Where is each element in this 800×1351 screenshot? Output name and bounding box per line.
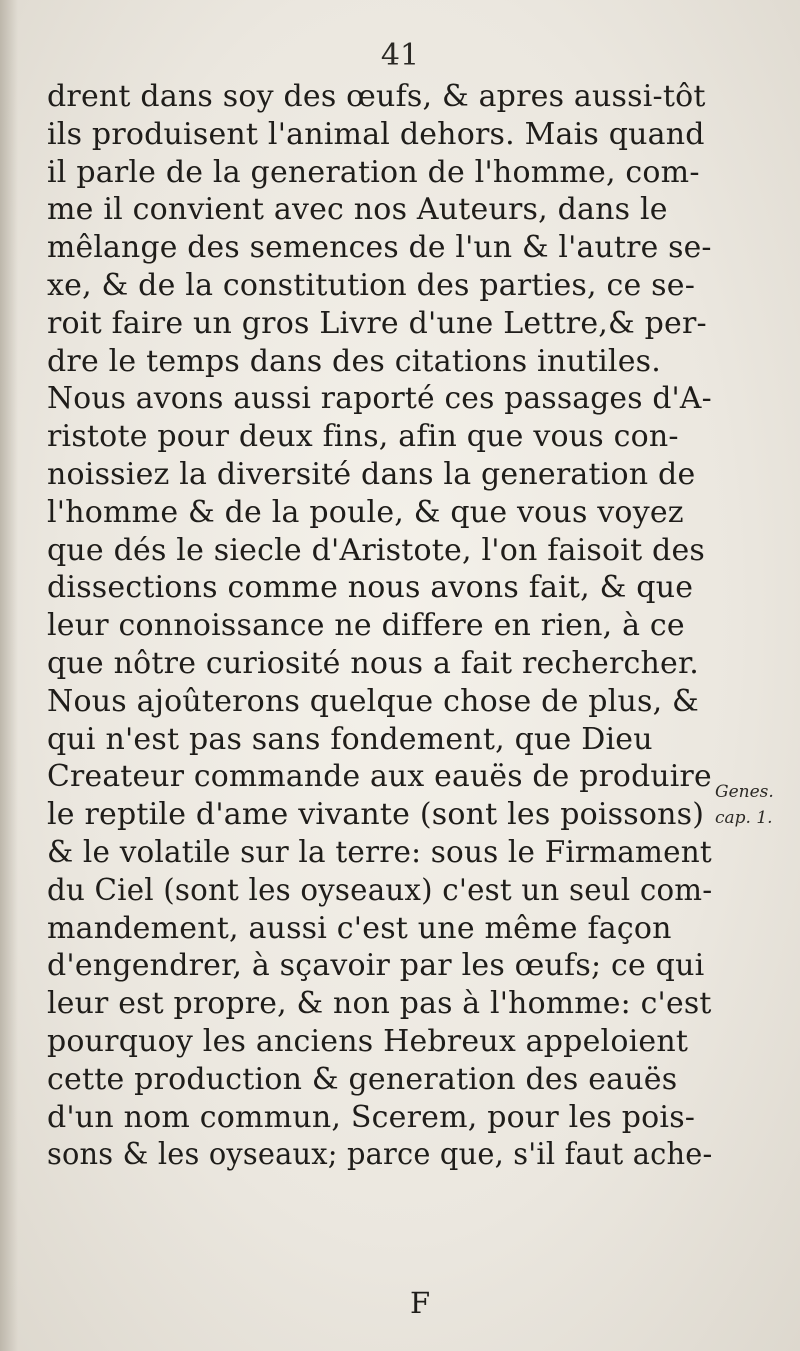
text-line: Createur commande aux eauës de produire xyxy=(47,759,712,795)
text-line: pourquoy les anciens Hebreux appeloient xyxy=(47,1023,689,1059)
text-line: Nous ajoûterons quelque chose de plus, & xyxy=(47,683,699,719)
text-line: que nôtre curiosité nous a fait rechercher. xyxy=(47,645,699,681)
text-line: roit faire un gros Livre d'une Lettre,& per- xyxy=(47,305,707,341)
text-line: drent dans soy des œufs, & apres aussi-tôt xyxy=(47,79,706,114)
text-line: leur connoissance ne differe en rien, à ce xyxy=(47,608,685,644)
text-line: que dés le siecle d'Aristote, l'on faisoit des xyxy=(47,532,706,568)
page-gutter-shadow xyxy=(0,0,18,1351)
text-line: ils produisent l'animal dehors. Mais quand xyxy=(47,116,705,152)
text-line: me il convient avec nos Auteurs, dans le xyxy=(47,192,668,228)
text-line: le reptile d'ame vivante (sont les poissons) xyxy=(47,797,705,833)
text-line: d'un nom commun, Scerem, pour les pois- xyxy=(47,1099,696,1135)
text-line: dissections comme nous avons fait, & que xyxy=(47,570,694,606)
text-line: noissiez la diversité dans la generation de xyxy=(47,456,696,492)
signature-mark: F xyxy=(409,1286,431,1320)
text-line: l'homme & de la poule, & que vous voyez xyxy=(47,494,684,530)
text-line: leur est propre, & non pas à l'homme: c'est xyxy=(47,986,712,1022)
text-line: il parle de la generation de l'homme, com- xyxy=(47,154,700,190)
text-line: mêlange des semences de l'un & l'autre se- xyxy=(47,230,712,266)
text-line: sons & les oyseaux; parce que, s'il faut ache- xyxy=(47,1137,713,1173)
text-line: d'engendrer, à sçavoir par les œufs; ce qui xyxy=(47,948,705,984)
text-line: dre le temps dans des citations inutiles. xyxy=(47,343,662,379)
text-line: cette production & generation des eauës xyxy=(47,1061,678,1097)
text-line: Nous avons aussi raporté ces passages d'A- xyxy=(47,381,712,417)
body-text xyxy=(47,78,712,1174)
text-line: du Ciel (sont les oyseaux) c'est un seul com- xyxy=(47,872,713,908)
text-line: xe, & de la constitution des parties, ce se- xyxy=(47,267,696,303)
text-line: mandement, aussi c'est une même façon xyxy=(47,910,672,946)
page-number: 41 xyxy=(380,38,420,73)
text-line: qui n'est pas sans fondement, que Dieu xyxy=(47,721,653,757)
text-line: & le volatile sur la terre: sous le Firmament xyxy=(47,834,712,870)
text-line: ristote pour deux fins, afin que vous con- xyxy=(47,419,679,455)
margin-note-book: Genes. xyxy=(715,782,774,802)
margin-note-chapter: cap. 1. xyxy=(715,808,773,828)
